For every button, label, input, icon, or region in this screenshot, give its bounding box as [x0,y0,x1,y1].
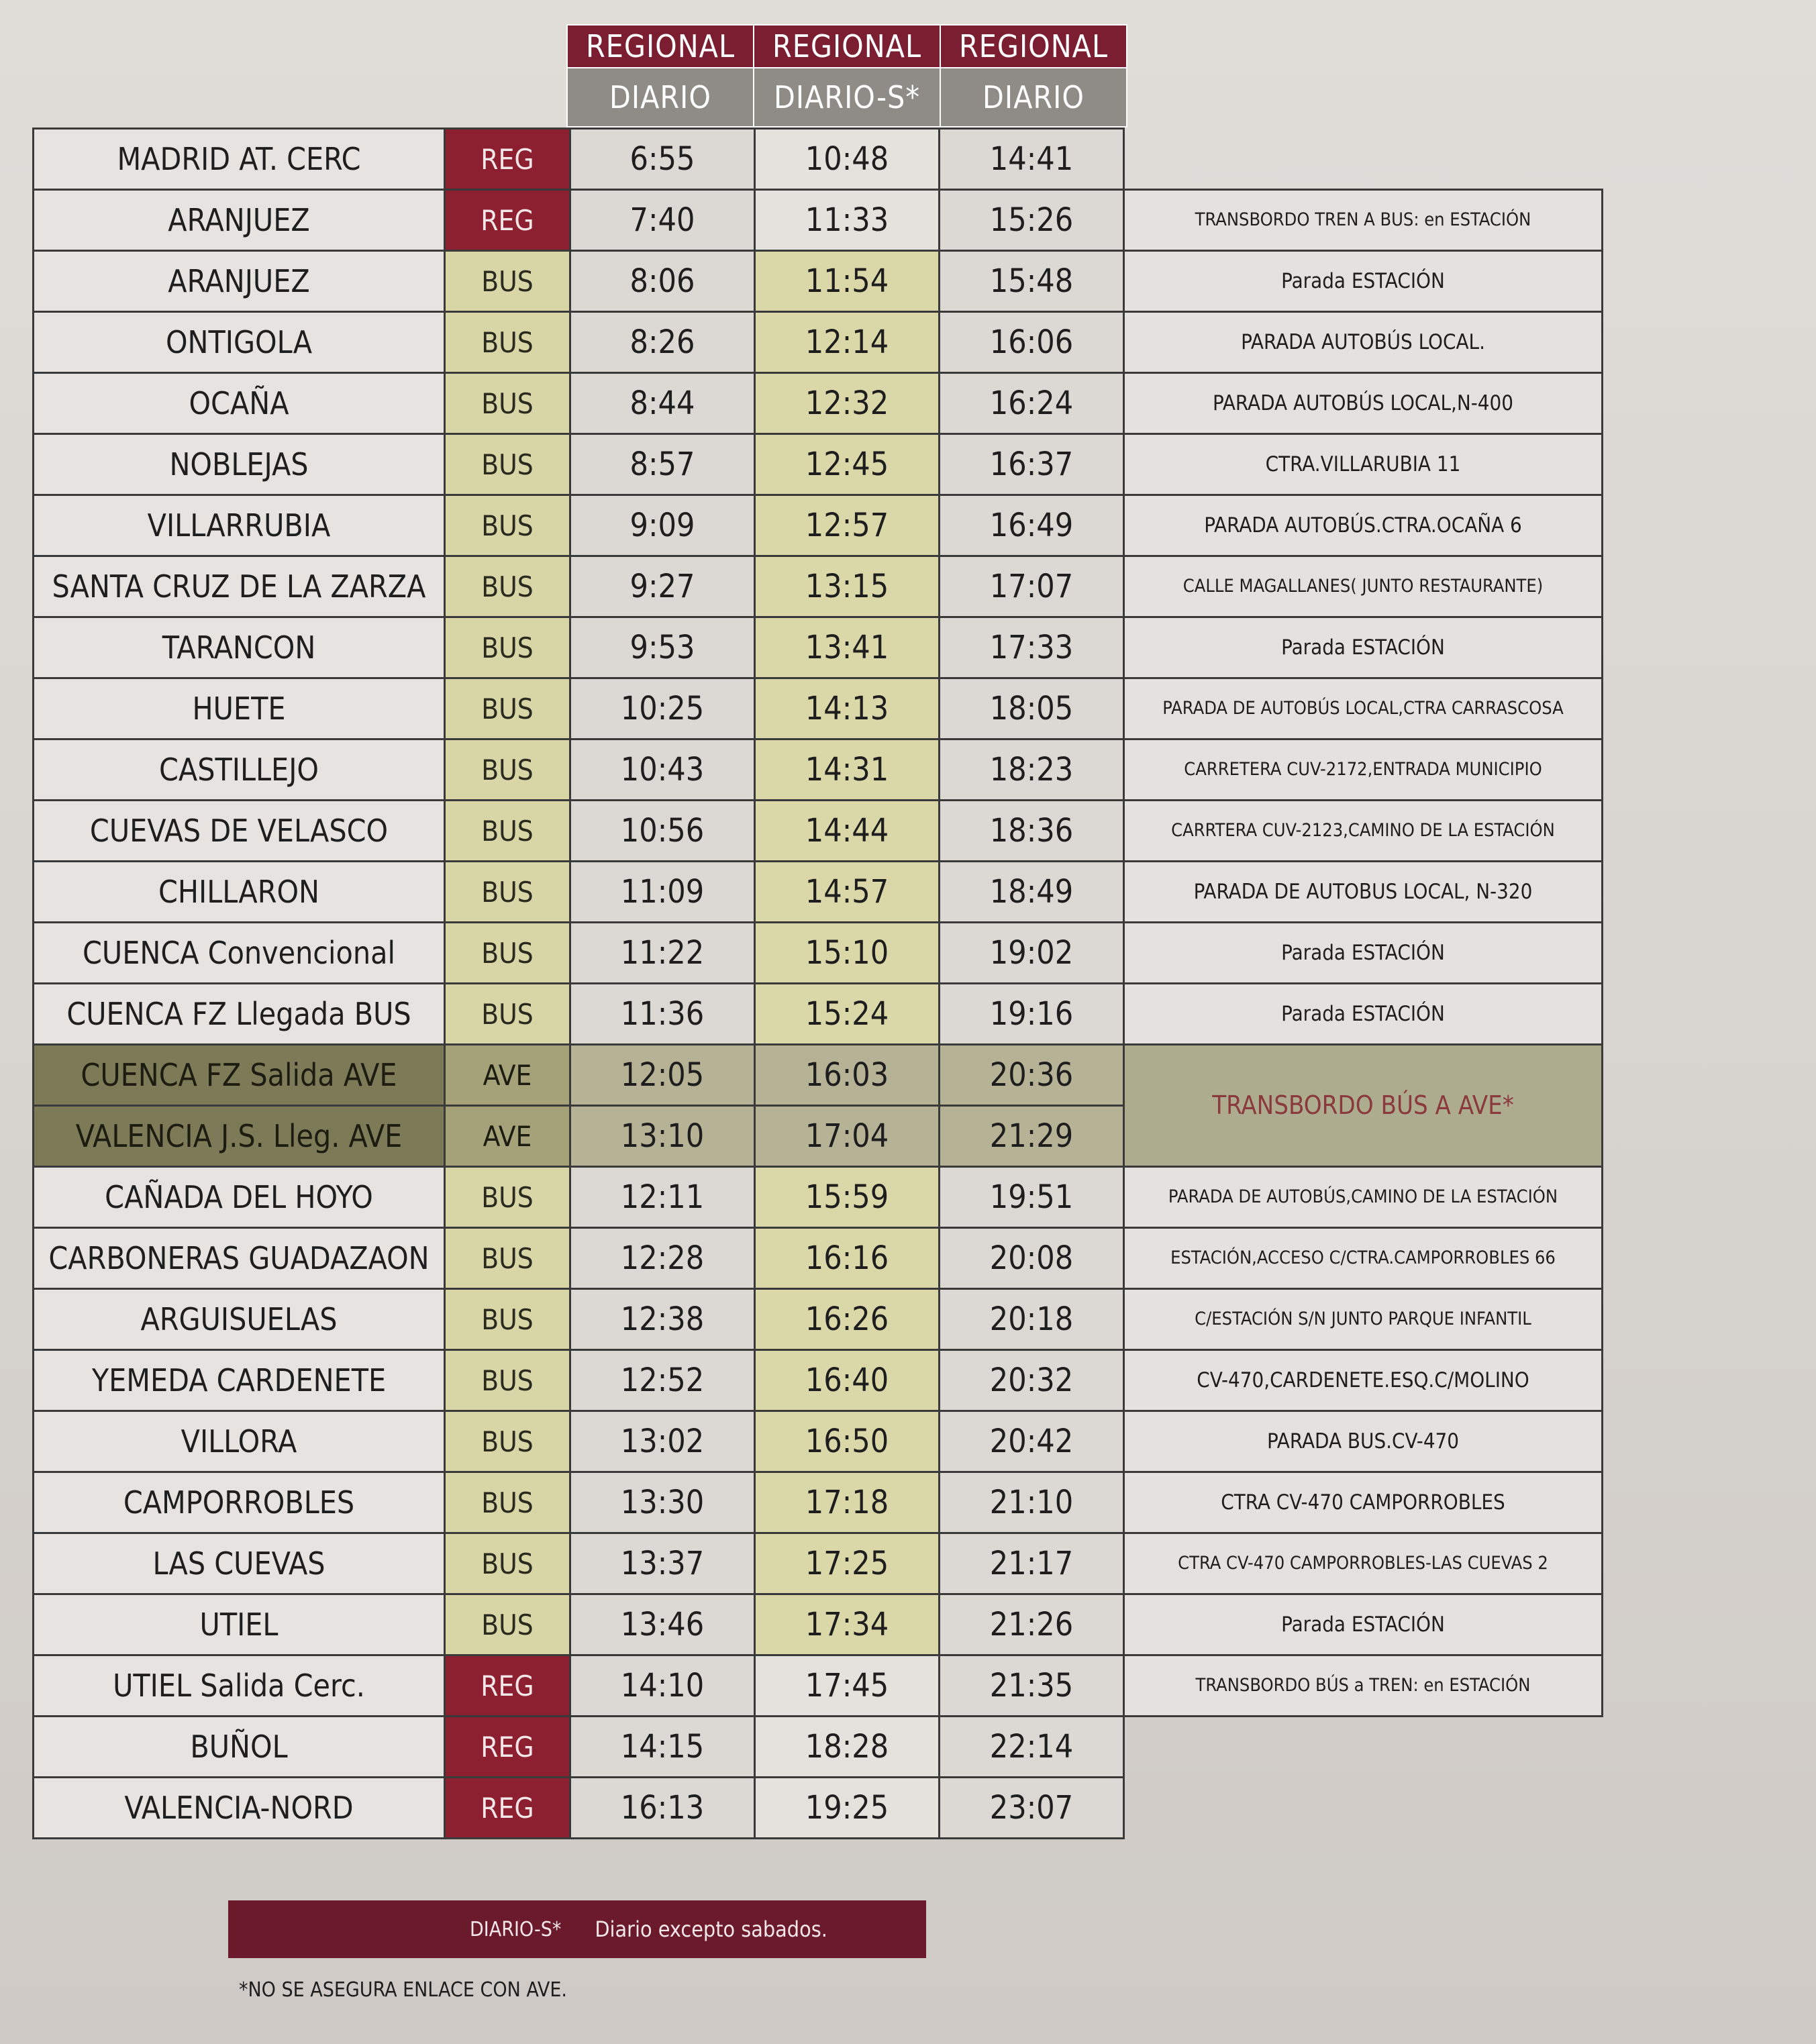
stop-note: Parada ESTACIÓN [1124,1594,1603,1655]
table-row [34,923,1603,984]
stop-note: PARADA DE AUTOBÚS LOCAL,CTRA CARRASCOSA [1124,678,1603,739]
departure-time: 20:32 [940,1350,1124,1411]
stop-note: PARADA AUTOBÚS.CTRA.OCAÑA 6 [1124,495,1603,556]
empty-cell [1124,1778,1603,1839]
departure-time: 14:15 [570,1717,755,1778]
table-row [34,495,1603,556]
station-name: SANTA CRUZ DE LA ZARZA [34,556,445,617]
transport-type: BUS [445,862,570,923]
departure-time: 23:07 [940,1778,1124,1839]
departure-time: 16:40 [755,1350,940,1411]
table-row [34,1778,1603,1839]
departure-time: 17:33 [940,617,1124,678]
table-row [34,556,1603,617]
service-days-3: DIARIO [940,68,1127,127]
departure-time: 11:36 [570,984,755,1045]
service-name-1: REGIONAL [567,25,754,68]
station-name: YEMEDA CARDENETE [34,1350,445,1411]
departure-time: 17:04 [755,1106,940,1167]
station-name: CAÑADA DEL HOYO [34,1167,445,1228]
departure-time: 16:24 [940,373,1124,434]
transport-type: BUS [445,1350,570,1411]
departure-time: 12:32 [755,373,940,434]
station-name: CUENCA FZ Llegada BUS [34,984,445,1045]
table-row [34,1594,1603,1655]
departure-time: 8:44 [570,373,755,434]
transport-type: AVE [445,1045,570,1106]
departure-time: 18:36 [940,801,1124,862]
departure-time: 15:48 [940,251,1124,312]
departure-time: 18:23 [940,739,1124,801]
station-name: NOBLEJAS [34,434,445,495]
transport-type: BUS [445,1472,570,1533]
table-row [34,312,1603,373]
departure-time: 15:10 [755,923,940,984]
transport-type: REG [445,1778,570,1839]
transport-type: BUS [445,556,570,617]
departure-time: 13:41 [755,617,940,678]
empty-cell [1124,129,1603,190]
departure-time: 21:17 [940,1533,1124,1594]
departure-time: 13:46 [570,1594,755,1655]
departure-time: 21:35 [940,1655,1124,1717]
table-row [34,1472,1603,1533]
departure-time: 14:41 [940,129,1124,190]
departure-time: 15:26 [940,190,1124,251]
table-row [34,434,1603,495]
stop-note: PARADA AUTOBÚS LOCAL,N-400 [1124,373,1603,434]
transport-type: BUS [445,495,570,556]
station-name: MADRID AT. CERC [34,129,445,190]
stop-note: CTRA CV-470 CAMPORROBLES [1124,1472,1603,1533]
station-name: CUENCA Convencional [34,923,445,984]
departure-time: 12:05 [570,1045,755,1106]
departure-time: 14:57 [755,862,940,923]
station-name: UTIEL Salida Cerc. [34,1655,445,1717]
departure-time: 11:09 [570,862,755,923]
departure-time: 20:18 [940,1289,1124,1350]
stop-note: PARADA DE AUTOBÚS,CAMINO DE LA ESTACIÓN [1124,1167,1603,1228]
table-row [34,190,1603,251]
departure-time: 16:26 [755,1289,940,1350]
station-name: OCAÑA [34,373,445,434]
table-row [34,984,1603,1045]
stop-note: TRANSBORDO TREN A BUS: en ESTACIÓN [1124,190,1603,251]
service-header [566,24,1127,127]
service-name-2: REGIONAL [754,25,940,68]
service-days-2: DIARIO-S* [754,68,940,127]
departure-time: 19:51 [940,1167,1124,1228]
departure-time: 13:37 [570,1533,755,1594]
transport-type: BUS [445,678,570,739]
table-row [34,862,1603,923]
station-name: ONTIGOLA [34,312,445,373]
departure-time: 19:16 [940,984,1124,1045]
departure-time: 13:15 [755,556,940,617]
stop-note: CALLE MAGALLANES( JUNTO RESTAURANTE) [1124,556,1603,617]
transport-type: BUS [445,1289,570,1350]
transport-type: REG [445,1655,570,1717]
stop-note: CTRA.VILLARUBIA 11 [1124,434,1603,495]
departure-time: 16:37 [940,434,1124,495]
departure-time: 18:05 [940,678,1124,739]
transport-type: BUS [445,739,570,801]
service-name-3: REGIONAL [940,25,1127,68]
stop-note: PARADA BUS.CV-470 [1124,1411,1603,1472]
departure-time: 12:28 [570,1228,755,1289]
table-row [34,1350,1603,1411]
departure-time: 16:16 [755,1228,940,1289]
departure-time: 12:14 [755,312,940,373]
stop-note: CARRETERA CUV-2172,ENTRADA MUNICIPIO [1124,739,1603,801]
station-name: CASTILLEJO [34,739,445,801]
departure-time: 20:42 [940,1411,1124,1472]
departure-time: 14:44 [755,801,940,862]
table-row [34,801,1603,862]
departure-time: 10:56 [570,801,755,862]
departure-time: 10:48 [755,129,940,190]
stop-note: ESTACIÓN,ACCESO C/CTRA.CAMPORROBLES 66 [1124,1228,1603,1289]
table-row [34,1411,1603,1472]
departure-time: 22:14 [940,1717,1124,1778]
departure-time: 14:13 [755,678,940,739]
station-name: CAMPORROBLES [34,1472,445,1533]
timetable [32,127,1603,1839]
station-name: VALENCIA-NORD [34,1778,445,1839]
departure-time: 16:13 [570,1778,755,1839]
station-name: HUETE [34,678,445,739]
stop-note: PARADA AUTOBÚS LOCAL. [1124,312,1603,373]
station-name: UTIEL [34,1594,445,1655]
departure-time: 12:11 [570,1167,755,1228]
stop-note: C/ESTACIÓN S/N JUNTO PARQUE INFANTIL [1124,1289,1603,1350]
departure-time: 12:38 [570,1289,755,1350]
table-row [34,678,1603,739]
departure-time: 17:34 [755,1594,940,1655]
stop-note: Parada ESTACIÓN [1124,923,1603,984]
transport-type: REG [445,1717,570,1778]
departure-time: 17:18 [755,1472,940,1533]
departure-time: 13:10 [570,1106,755,1167]
footnote: *NO SE ASEGURA ENLACE CON AVE. [239,1978,567,2002]
station-name: CARBONERAS GUADAZAON [34,1228,445,1289]
table-row [34,1228,1603,1289]
transport-type: BUS [445,1167,570,1228]
departure-time: 20:36 [940,1045,1124,1106]
station-name: ARANJUEZ [34,190,445,251]
departure-time: 11:54 [755,251,940,312]
stop-note: CV-470,CARDENETE.ESQ.C/MOLINO [1124,1350,1603,1411]
transfer-note: TRANSBORDO BÚS A AVE* [1124,1045,1603,1167]
transport-type: BUS [445,1411,570,1472]
departure-time: 6:55 [570,129,755,190]
departure-time: 21:26 [940,1594,1124,1655]
departure-time: 15:59 [755,1167,940,1228]
departure-time: 12:57 [755,495,940,556]
departure-time: 14:31 [755,739,940,801]
transport-type: BUS [445,1533,570,1594]
transport-type: BUS [445,251,570,312]
station-name: LAS CUEVAS [34,1533,445,1594]
departure-time: 20:08 [940,1228,1124,1289]
legend-description: Diario excepto sabados. [595,1917,827,1942]
transport-type: BUS [445,617,570,678]
table-row [34,251,1603,312]
departure-time: 10:25 [570,678,755,739]
departure-time: 10:43 [570,739,755,801]
transport-type: REG [445,190,570,251]
departure-time: 19:02 [940,923,1124,984]
transport-type: BUS [445,434,570,495]
station-name: ARGUISUELAS [34,1289,445,1350]
transport-type: BUS [445,373,570,434]
departure-time: 16:49 [940,495,1124,556]
transport-type: BUS [445,984,570,1045]
departure-time: 7:40 [570,190,755,251]
transport-type: BUS [445,1594,570,1655]
table-row [34,129,1603,190]
departure-time: 21:29 [940,1106,1124,1167]
departure-time: 9:27 [570,556,755,617]
stop-note: CTRA CV-470 CAMPORROBLES-LAS CUEVAS 2 [1124,1533,1603,1594]
station-name: VILLARRUBIA [34,495,445,556]
table-row [34,1655,1603,1717]
station-name: CHILLARON [34,862,445,923]
departure-time: 16:03 [755,1045,940,1106]
stop-note: Parada ESTACIÓN [1124,251,1603,312]
departure-time: 21:10 [940,1472,1124,1533]
stop-note: Parada ESTACIÓN [1124,984,1603,1045]
table-row [34,373,1603,434]
station-name: TARANCON [34,617,445,678]
table-row [34,617,1603,678]
departure-time: 9:09 [570,495,755,556]
stop-note: CARRTERA CUV-2123,CAMINO DE LA ESTACIÓN [1124,801,1603,862]
transport-type: BUS [445,312,570,373]
departure-time: 16:50 [755,1411,940,1472]
departure-time: 14:10 [570,1655,755,1717]
departure-time: 17:25 [755,1533,940,1594]
departure-time: 8:06 [570,251,755,312]
transport-type: BUS [445,1228,570,1289]
table-row [34,1167,1603,1228]
departure-time: 8:57 [570,434,755,495]
station-name: ARANJUEZ [34,251,445,312]
departure-time: 11:33 [755,190,940,251]
table-row [34,1289,1603,1350]
departure-time: 18:28 [755,1717,940,1778]
table-row [34,739,1603,801]
transport-type: REG [445,129,570,190]
departure-time: 13:30 [570,1472,755,1533]
station-name: CUENCA FZ Salida AVE [34,1045,445,1106]
empty-cell [1124,1717,1603,1778]
departure-time: 15:24 [755,984,940,1045]
stop-note: Parada ESTACIÓN [1124,617,1603,678]
departure-time: 19:25 [755,1778,940,1839]
legend-code: DIARIO-S* [470,1917,562,1941]
transport-type: AVE [445,1106,570,1167]
station-name: CUEVAS DE VELASCO [34,801,445,862]
departure-time: 9:53 [570,617,755,678]
stop-note: PARADA DE AUTOBUS LOCAL, N-320 [1124,862,1603,923]
legend-bar [228,1900,926,1958]
departure-time: 11:22 [570,923,755,984]
station-name: VILLORA [34,1411,445,1472]
station-name: VALENCIA J.S. Lleg. AVE [34,1106,445,1167]
departure-time: 18:49 [940,862,1124,923]
departure-time: 16:06 [940,312,1124,373]
departure-time: 17:45 [755,1655,940,1717]
transport-type: BUS [445,801,570,862]
table-row [34,1717,1603,1778]
table-row [34,1533,1603,1594]
departure-time: 17:07 [940,556,1124,617]
station-name: BUÑOL [34,1717,445,1778]
departure-time: 8:26 [570,312,755,373]
service-days-1: DIARIO [567,68,754,127]
transport-type: BUS [445,923,570,984]
table-row [34,1045,1603,1106]
departure-time: 12:45 [755,434,940,495]
departure-time: 12:52 [570,1350,755,1411]
departure-time: 13:02 [570,1411,755,1472]
stop-note: TRANSBORDO BÚS a TREN: en ESTACIÓN [1124,1655,1603,1717]
